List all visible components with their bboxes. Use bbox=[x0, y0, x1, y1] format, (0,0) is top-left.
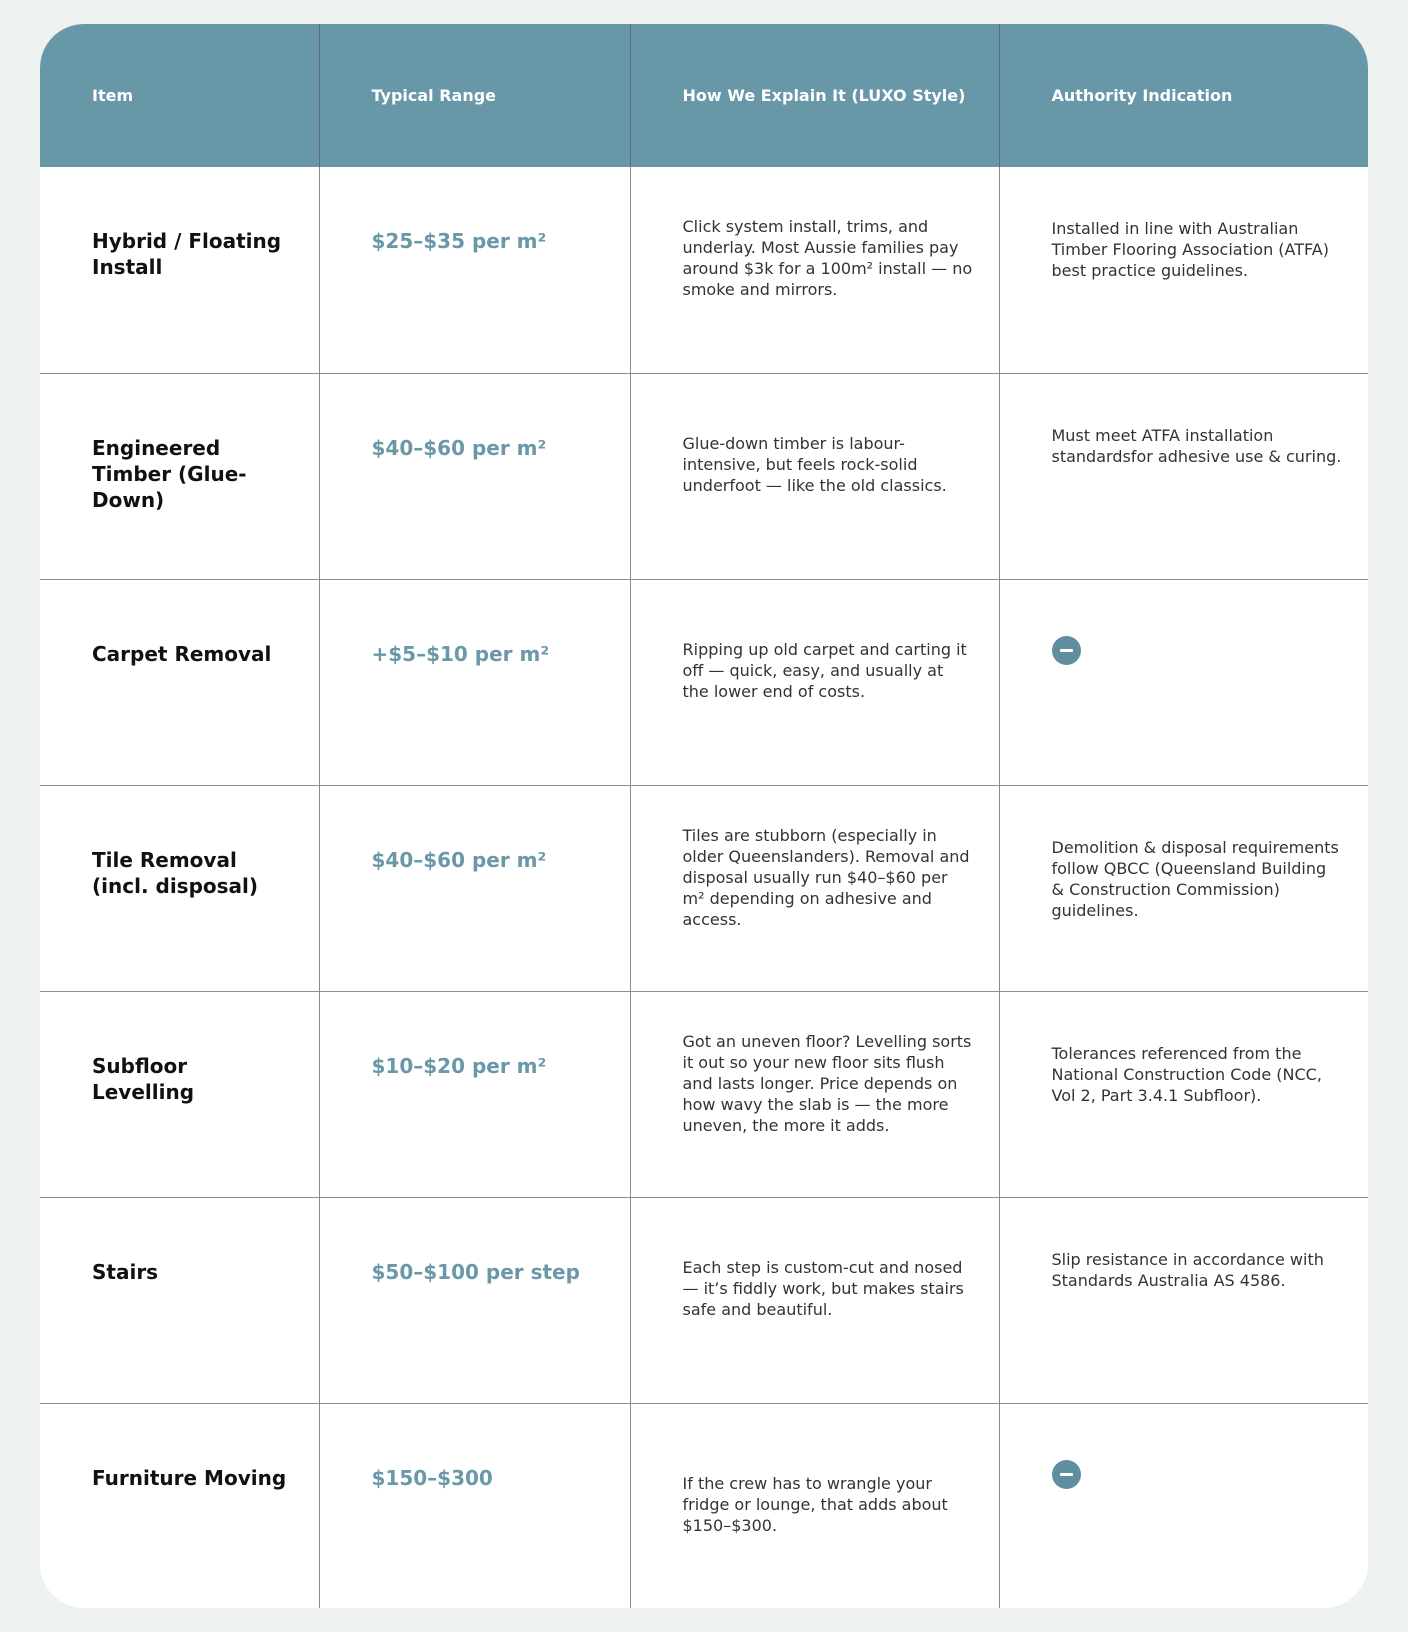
explanation-text: Got an uneven floor? Levelling sorts it out so your new floor sits flush and lasts longer. Price depends on how wavy the slab is — the more uneven, the more it adds. bbox=[630, 991, 999, 1197]
authority-text: Demolition & disposal requirements follow QBCC (Queensland Building & Construction Commission) guidelines. bbox=[999, 785, 1368, 991]
table-row bbox=[40, 167, 1368, 373]
authority-text: Must meet ATFA installation standardsfor adhesive use & curing. bbox=[999, 373, 1368, 579]
minus-circle-icon bbox=[1052, 636, 1081, 665]
authority-text: Tolerances referenced from the National Construction Code (NCC, Vol 2, Part 3.4.1 Subfloor). bbox=[999, 991, 1368, 1197]
table-row bbox=[40, 579, 1368, 785]
price-range: $50–$100 per step bbox=[319, 1197, 630, 1403]
table-row bbox=[40, 1197, 1368, 1403]
header-item: Item bbox=[40, 24, 319, 167]
explanation-text: If the crew has to wrangle your fridge or lounge, that adds about $150–$300. bbox=[630, 1403, 999, 1608]
price-range: $40–$60 per m² bbox=[319, 373, 630, 579]
table-row bbox=[40, 373, 1368, 579]
table-row bbox=[40, 991, 1368, 1197]
header-authority: Authority Indication bbox=[999, 24, 1368, 167]
header-typical-range: Typical Range bbox=[319, 24, 630, 167]
pricing-table bbox=[40, 24, 1368, 1608]
price-range: $10–$20 per m² bbox=[319, 991, 630, 1197]
table-row bbox=[40, 785, 1368, 991]
item-name: Engineered Timber (Glue-Down) bbox=[40, 373, 319, 579]
item-name: Carpet Removal bbox=[40, 579, 319, 785]
price-range: $150–$300 bbox=[319, 1403, 630, 1608]
item-name: Tile Removal (incl. disposal) bbox=[40, 785, 319, 991]
price-range: +$5–$10 per m² bbox=[319, 579, 630, 785]
authority-cell bbox=[999, 1403, 1368, 1608]
item-name: Hybrid / Floating Install bbox=[40, 167, 319, 373]
explanation-text: Click system install, trims, and underlay. Most Aussie families pay around $3k for a 100m² install — no smoke and mirrors. bbox=[630, 167, 999, 373]
item-name: Subfloor Levelling bbox=[40, 991, 319, 1197]
price-range: $40–$60 per m² bbox=[319, 785, 630, 991]
minus-circle-icon bbox=[1052, 1460, 1081, 1489]
header-explanation: How We Explain It (LUXO Style) bbox=[630, 24, 999, 167]
pricing-table-card bbox=[40, 24, 1368, 1608]
authority-cell bbox=[999, 579, 1368, 785]
authority-text: Installed in line with Australian Timber Flooring Association (ATFA) best practice guidelines. bbox=[999, 167, 1368, 373]
explanation-text: Tiles are stubborn (especially in older Queenslanders). Removal and disposal usually run $40–$60 per m² depending on adhesive and access. bbox=[630, 785, 999, 991]
explanation-text: Glue-down timber is labour-intensive, but feels rock-solid underfoot — like the old classics. bbox=[630, 373, 999, 579]
explanation-text: Ripping up old carpet and carting it off — quick, easy, and usually at the lower end of costs. bbox=[630, 579, 999, 785]
table-row bbox=[40, 1403, 1368, 1608]
authority-text: Slip resistance in accordance with Standards Australia AS 4586. bbox=[999, 1197, 1368, 1403]
table-header-row bbox=[40, 24, 1368, 167]
item-name: Stairs bbox=[40, 1197, 319, 1403]
price-range: $25–$35 per m² bbox=[319, 167, 630, 373]
item-name: Furniture Moving bbox=[40, 1403, 319, 1608]
explanation-text: Each step is custom-cut and nosed — it’s fiddly work, but makes stairs safe and beautiful. bbox=[630, 1197, 999, 1403]
